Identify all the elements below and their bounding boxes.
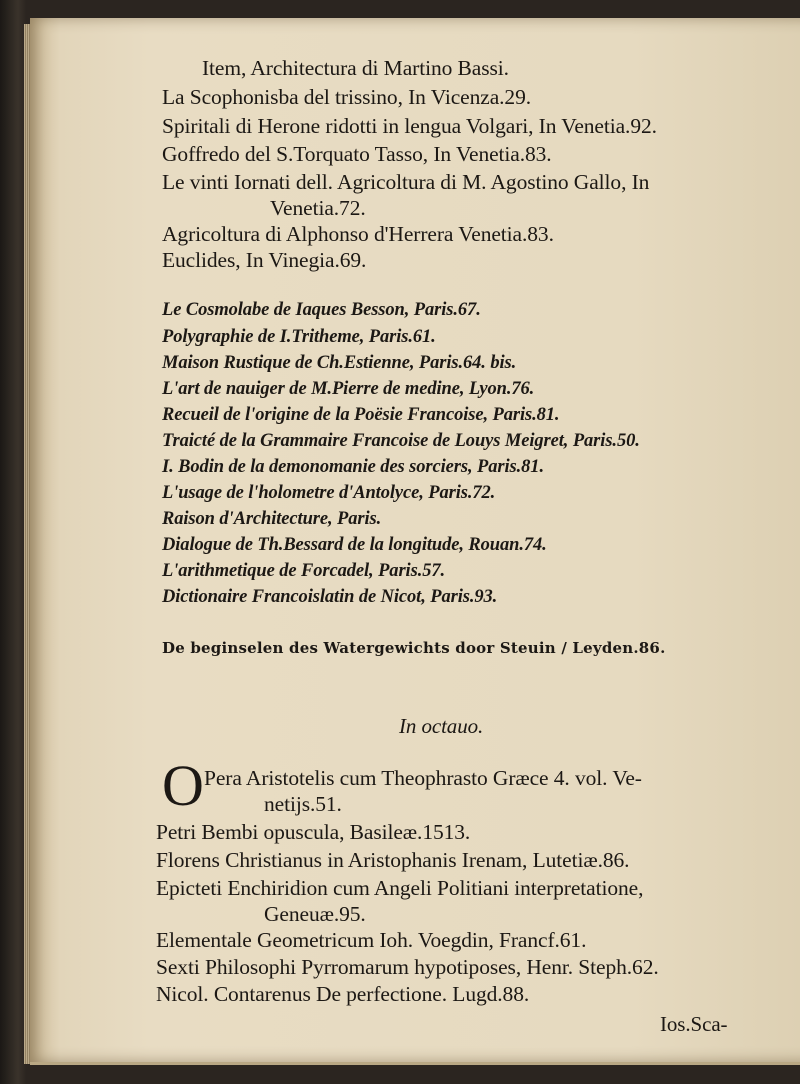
list-item: Spiritali di Herone ridotti in lengua Volgari, In Venetia.92. (162, 114, 657, 138)
drop-cap-letter: O (162, 753, 204, 818)
list-item: Pera Aristotelis cum Theophrasto Græce 4. vol. Ve- (204, 766, 642, 790)
list-item: Raison d'Architecture, Paris. (162, 509, 382, 529)
list-item: Elementale Geometricum Ioh. Voegdin, Francf.61. (156, 928, 587, 952)
header-line: Item, Architectura di Martino Bassi. (202, 56, 509, 80)
list-item: Epicteti Enchiridion cum Angeli Politiani interpretatione, (156, 876, 644, 900)
list-item-continuation: Venetia.72. (270, 196, 366, 220)
list-item: Traicté de la Grammaire Francoise de Louys Meigret, Paris.50. (162, 431, 640, 451)
section-heading: In octauo. (399, 714, 484, 738)
list-item-continuation: Geneuæ.95. (264, 902, 366, 926)
list-item: L'usage de l'holometre d'Antolyce, Paris.72. (162, 483, 496, 503)
list-item: Dictionaire Francoislatin de Nicot, Paris.93. (162, 587, 498, 607)
list-item: Dialogue de Th.Bessard de la longitude, Rouan.74. (162, 535, 547, 555)
list-item: La Scophonisba del trissino, In Vicenza.29. (162, 85, 531, 109)
list-item: Le Cosmolabe de Iaques Besson, Paris.67. (162, 300, 481, 320)
catchword: Ios.Sca- (660, 1012, 728, 1036)
list-item: Polygraphie de I.Tritheme, Paris.61. (162, 327, 436, 347)
list-item-continuation: netijs.51. (264, 792, 342, 816)
list-item: Goffredo del S.Torquato Tasso, In Venetia.83. (162, 142, 552, 166)
list-item: Nicol. Contarenus De perfectione. Lugd.88. (156, 982, 530, 1006)
list-item-blackletter: De beginselen des Watergewichts door Steuin / Leyden.86. (162, 639, 666, 657)
list-item: Florens Christianus in Aristophanis Irenam, Lutetiæ.86. (156, 848, 630, 872)
list-item: Maison Rustique de Ch.Estienne, Paris.64. bis. (162, 353, 517, 373)
list-item: Petri Bembi opuscula, Basileæ.1513. (156, 820, 471, 844)
list-item: Sexti Philosophi Pyrromarum hypotiposes, Henr. Steph.62. (156, 955, 659, 979)
list-item: Le vinti Iornati dell. Agricoltura di M. Agostino Gallo, In (162, 170, 650, 194)
list-item: L'arithmetique de Forcadel, Paris.57. (162, 561, 446, 581)
list-item: L'art de nauiger de M.Pierre de medine, Lyon.76. (162, 379, 535, 399)
list-item: Recueil de l'origine de la Poësie Francoise, Paris.81. (162, 405, 560, 425)
list-item: Agricoltura di Alphonso d'Herrera Venetia.83. (162, 222, 554, 246)
list-item: I. Bodin de la demonomanie des sorciers, Paris.81. (162, 457, 544, 477)
list-item: Euclides, In Vinegia.69. (162, 248, 367, 272)
